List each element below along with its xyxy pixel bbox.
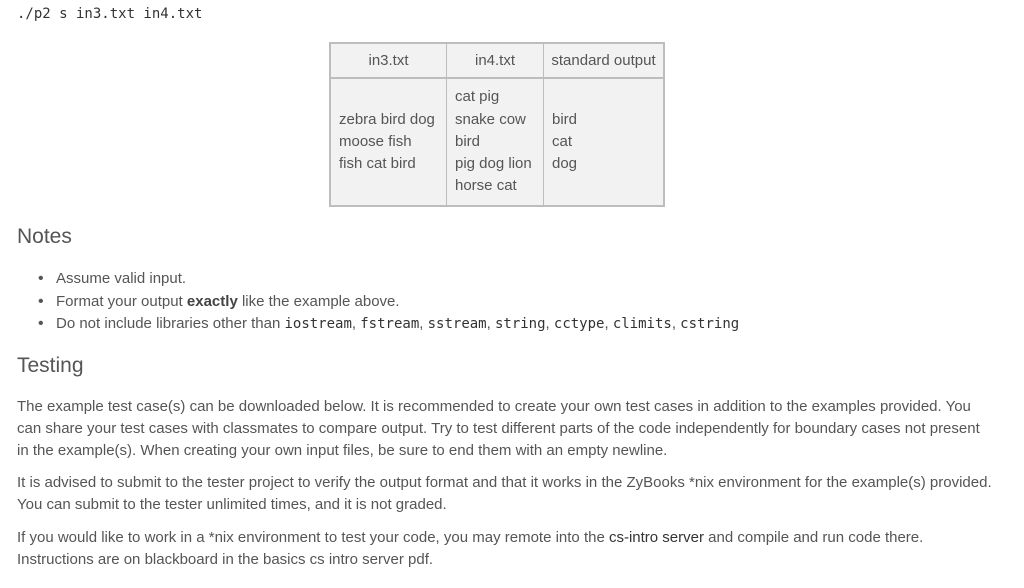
- testing-paragraph-2: It is advised to submit to the tester project to verify the output format and that it works in the ZyBooks *nix environment for the example(s) provided. You can submit to the tester unlimited times, and it is not graded.: [17, 474, 992, 513]
- cs-intro-server-link[interactable]: cs-intro server: [608, 529, 704, 546]
- note-text: Assume valid input.: [56, 270, 187, 287]
- header-standard-output: standard output: [544, 43, 665, 78]
- example-table: [329, 42, 665, 207]
- cell-line: bird: [552, 110, 578, 128]
- list-item: [38, 291, 739, 314]
- note-text: like the example above.: [237, 292, 400, 310]
- lib-cctype: cctype: [553, 316, 605, 332]
- bullet-icon: •: [38, 292, 44, 310]
- note-text: Do not include libraries other than: [56, 315, 285, 332]
- header-in3: in3.txt: [330, 43, 447, 78]
- testing-heading: Testing: [17, 354, 84, 377]
- list-item: [38, 268, 739, 291]
- cell-standard-output: [544, 78, 665, 206]
- bullet-icon: •: [38, 315, 44, 332]
- lib-iostream: iostream: [284, 316, 352, 332]
- command-line: ./p2 s in3.txt in4.txt: [17, 6, 203, 22]
- header-in4: in4.txt: [447, 43, 544, 78]
- table-header-row: [330, 43, 664, 78]
- note-text: Format your output: [56, 292, 187, 310]
- lib-cstring: cstring: [680, 316, 740, 332]
- cell-line: pig dog lion: [455, 155, 532, 173]
- bullet-icon: •: [38, 270, 44, 287]
- table-row: [330, 78, 664, 206]
- cell-line: dog: [552, 155, 578, 173]
- list-item: • Do not include libraries other than iostream, fstream, sstream, string, cctype, climits, cstring: [38, 313, 739, 336]
- testing-paragraph-1: The example test case(s) can be downloaded below. It is recommended to create your own test cases in addition to the examples provided. You can share your test cases with classmates to compare output. Try to test different parts of the code independently for boundary cases not present in the example(s). When creating your own input files, be sure to end them with an empty newline.: [17, 398, 980, 459]
- cell-line: bird: [455, 132, 481, 150]
- cell-line: zebra bird dog: [339, 110, 435, 128]
- cell-line: moose fish: [339, 132, 412, 150]
- lib-string: string: [494, 316, 546, 332]
- cell-line: cat pig: [455, 88, 500, 106]
- cell-line: snake cow: [455, 110, 526, 128]
- lib-climits: climits: [612, 316, 672, 332]
- cell-line: cat: [552, 132, 573, 150]
- cell-line: fish cat bird: [339, 155, 416, 173]
- lib-fstream: fstream: [360, 316, 420, 332]
- cell-line: horse cat: [455, 177, 517, 195]
- notes-heading: Notes: [17, 225, 72, 248]
- lib-sstream: sstream: [427, 316, 487, 332]
- emphasis-exactly: exactly: [186, 292, 238, 310]
- cell-in4: [447, 78, 544, 206]
- notes-list: [38, 268, 739, 336]
- cell-in3: [330, 78, 447, 206]
- testing-paragraph-3: If you would like to work in a *nix environment to test your code, you may remote into the cs-intro server and compile and run code there. Instructions are on blackboard in the basics cs intro server pdf.: [17, 529, 924, 568]
